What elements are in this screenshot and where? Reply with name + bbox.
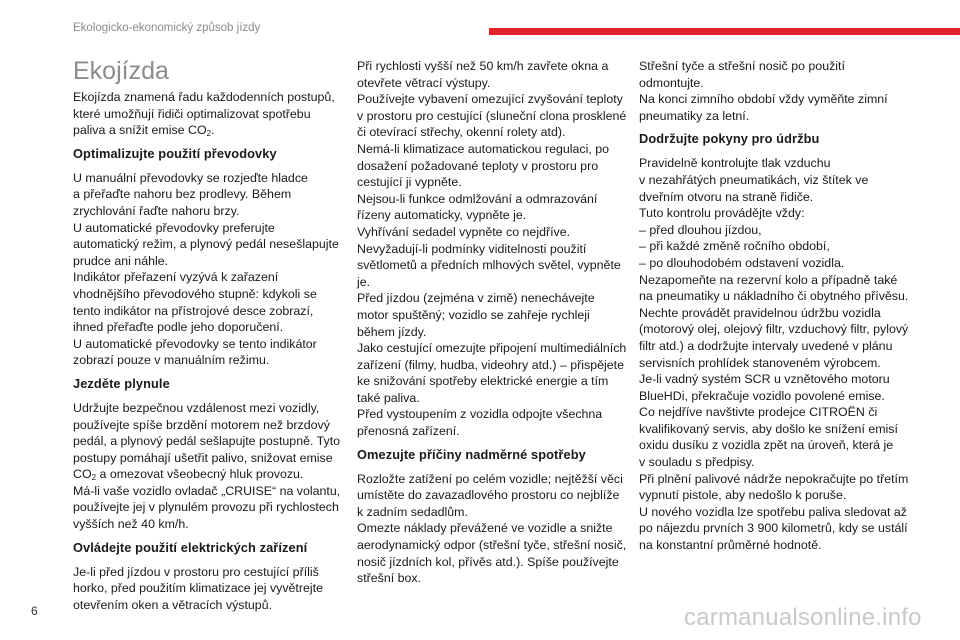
text-line: tento indikátor na přístrojové desce zobrazí, — [73, 303, 314, 318]
text-line: Je-li vadný systém SCR u vznětového motoru — [639, 372, 890, 387]
gear-paragraph — [73, 170, 347, 369]
text-line: přenosná zařízení. — [357, 424, 460, 439]
text-line: Rozložte zatížení po celém vozidle; nejtěžší věci — [357, 471, 623, 486]
text-line: Vyhřívání sedadel vypněte co nejdříve. — [357, 224, 571, 239]
roof-paragraph — [639, 58, 914, 124]
running-header: Ekologicko-ekonomický způsob jízdy — [73, 22, 261, 34]
text-line: postupy pomáhají ušetřit palivo, snižovat emise — [73, 450, 333, 465]
text-line: Na konci zimního období vždy vyměňte zimní — [639, 92, 888, 107]
text-line: vhodnějšího převodového stupně: kdykoli se — [73, 286, 317, 301]
text-line: Omezte náklady převážené ve vozidle a snižte — [357, 521, 613, 536]
text-line: motor spuštěný; vozidlo se zahřeje rychleji — [357, 307, 590, 322]
text-line: Udržujte bezpečnou vzdálenost mezi vozidly, — [73, 400, 320, 415]
text-line: či otevírací střechy, okenní rolety atd). — [357, 125, 566, 140]
text-line: je. — [357, 274, 371, 289]
text-line: Nechte provádět pravidelnou údržbu vozidla — [639, 305, 881, 320]
text-line: U automatické převodovky se tento indikátor — [73, 336, 317, 351]
text-line: Má-li vaše vozidlo ovladač „CRUISE“ na volantu, — [73, 483, 341, 498]
text-line: v prostoru pro cestující (sluneční clona prosklené — [357, 108, 627, 123]
text-line: vyšších než 40 km/h. — [73, 517, 189, 532]
text-line: dveřním otvoru na straně řidiče. — [639, 189, 814, 204]
maintenance-paragraph — [639, 155, 914, 553]
text-line: zařízení (filmy, hudba, videohry atd.) – přispějete — [357, 357, 624, 372]
header-accent-bar — [489, 28, 960, 35]
text-line: kvalifikovaný servis, aby došlo ke snížení emisí — [639, 421, 898, 436]
text-line: ihned přeřaďte podle jeho doporučení. — [73, 320, 284, 335]
text-line: nosič jízdních kol, přívěs atd.). Spíše používejte — [357, 554, 619, 569]
text-line: BlueHDi, překračuje vozidlo povolené emise. — [639, 388, 885, 403]
text-line: – před dlouhou jízdou, — [639, 222, 762, 237]
text-line: filtr atd.) a dodržujte intervaly uvedené v plánu — [639, 338, 893, 353]
text-line: na konstantní průměrné hodnotě. — [639, 538, 822, 553]
text-line: Před vystoupením z vozidla odpojte všechna — [357, 407, 603, 422]
text-line: Nevyžadují-li podmínky viditelnosti použití — [357, 241, 587, 256]
text-line: střešní box. — [357, 571, 422, 586]
text-line: (motorový olej, olejový filtr, vzduchový filtr, pylový — [639, 322, 909, 337]
text-line: po nájezdu prvních 3 900 kilometrů, kdy se ustálí — [639, 521, 908, 536]
text-line: aerodynamický odpor (střešní tyče, střešní nosič, — [357, 538, 627, 553]
text-line: používejte spíše brzdění motorem než brzdový — [73, 417, 330, 432]
electric-paragraph — [73, 564, 347, 614]
page-title: Ekojízda — [73, 57, 169, 85]
watermark: carmanualsonline.info — [684, 604, 922, 631]
text-line: používejte jej v plynulém provozu při rychlostech — [73, 500, 339, 515]
text-line: zobrazí pouze v manuálním režimu. — [73, 353, 270, 368]
section-heading-electric: Ovládejte použití elektrických zařízení — [73, 539, 308, 555]
causes-paragraph — [357, 471, 629, 587]
section-heading-maintenance: Dodržujte pokyny pro údržbu — [639, 131, 820, 147]
climate-paragraph — [357, 58, 629, 440]
text-line: otevřením oken a větracích výstupů. — [73, 597, 273, 612]
text-line: Tuto kontrolu provádějte vždy: — [639, 206, 805, 221]
text-line: také paliva. — [357, 390, 420, 405]
text-line: odmontujte. — [639, 75, 704, 90]
text-line: oxidu dusíku z vozidla zpět na úroveň, která je — [639, 438, 894, 453]
text-line: řízeny automaticky, vypněte je. — [357, 208, 527, 223]
intro-paragraph: Ekojízda znamená řadu každodenních postupů, které umožňují řidiči optimalizovat spotřebu paliva a snížit emise $CO_2$. — [73, 90, 335, 139]
text-line: umístěte do zavazadlového prostoru co nejblíže — [357, 488, 620, 503]
column-3 — [639, 58, 914, 554]
text-line: U automatické převodovky preferujte — [73, 220, 275, 235]
column-1 — [73, 58, 347, 613]
text-line: – po dlouhodobém odstavení vozidla. — [639, 255, 845, 270]
section-heading-gear: Optimalizujte použití převodovky — [73, 145, 277, 161]
text-line: horko, před použitím klimatizace jej vyvětrejte — [73, 581, 323, 596]
page-number: 6 — [31, 604, 38, 618]
text-line: světlometů a předních mlhových světel, vypněte — [357, 258, 621, 273]
text-line: a přeřaďte nahoru bez prodlevy. Během — [73, 187, 292, 202]
text-line: U manuální převodovky se rozjeďte hladce — [73, 170, 308, 185]
text-line: během jízdy. — [357, 324, 427, 339]
smooth-paragraph: Udržujte bezpečnou vzdálenost mezi vozidly, používejte spíše brzdění motorem než brzdový pedál, a plynový pedál sešlapujte postupně. Tyto postupy pomáhají ušetřit palivo, snižovat emise $CO_2$ a omezovat všeobecný hluk provozu. Má-li vaše vozidlo ovladač „CRUISE“ na volantu, používejte jej v plynulém provozu při rychlostech vyšších než 40 km/h. — [73, 400, 347, 533]
text-line: zrychlování řaďte nahoru brzy. — [73, 203, 240, 218]
text-line: Nezapomeňte na rezervní kolo a případně také — [639, 272, 898, 287]
text-line: v souladu s předpisy. — [639, 455, 755, 470]
section-heading-smooth: Jezděte plynule — [73, 375, 170, 391]
text-line: Před jízdou (zejména v zimě) nenechávejte — [357, 291, 595, 306]
text-line: otevřete větrací výstupy. — [357, 75, 491, 90]
text-line: v nezahřátých pneumatikách, viz štítek ve — [639, 172, 869, 187]
text-line: Jako cestující omezujte připojení multimediálních — [357, 341, 627, 356]
text-line: servisních prohlídek stanoveném výrobcem. — [639, 355, 881, 370]
text-line: pneumatiky za letní. — [639, 108, 750, 123]
text-line: Je-li před jízdou v prostoru pro cestující příliš — [73, 564, 319, 579]
text-line: Co nejdříve navštivte prodejce CITROËN či — [639, 405, 878, 420]
text-line: automatický režim, a plynový pedál nesešlapujte — [73, 237, 339, 252]
text-line: cestující ji vypněte. — [357, 175, 462, 190]
text-line: Střešní tyče a střešní nosič po použití — [639, 59, 845, 73]
text-line: k zadním sedadlům. — [357, 504, 468, 519]
text-line: Při rychlosti vyšší než 50 km/h zavřete okna a — [357, 59, 609, 73]
text-line: pedál, a plynový pedál sešlapujte postupně. Tyto — [73, 434, 341, 449]
text-line: ke snižování spotřeby elektrické energie a tím — [357, 374, 609, 389]
section-heading-causes: Omezujte příčiny nadměrné spotřeby — [357, 446, 586, 462]
text-line: Nemá-li klimatizace automatickou regulaci, po — [357, 141, 610, 156]
text-line: U nového vozidla lze spotřebu paliva sledovat až — [639, 504, 907, 519]
text-line: prudce ani náhle. — [73, 253, 169, 268]
column-2 — [357, 58, 629, 587]
text-line: Při plnění palivové nádrže nepokračujte po třetím — [639, 471, 909, 486]
text-line: Pravidelně kontrolujte tlak vzduchu — [639, 156, 831, 171]
text-line: na pneumatiky u nákladního či obytného přívěsu. — [639, 289, 909, 304]
text-line: dosažení požadované teploty v prostoru pro — [357, 158, 599, 173]
text-line: vypnutí pistole, aby nedošlo k poruše. — [639, 488, 847, 503]
text-line: Nejsou-li funkce odmlžování a odmrazování — [357, 191, 598, 206]
text-line: – při každé změně ročního období, — [639, 239, 830, 254]
text-line: Indikátor přeřazení vyzývá k zařazení — [73, 270, 279, 285]
text-line: Používejte vybavení omezující zvyšování teploty — [357, 92, 623, 107]
